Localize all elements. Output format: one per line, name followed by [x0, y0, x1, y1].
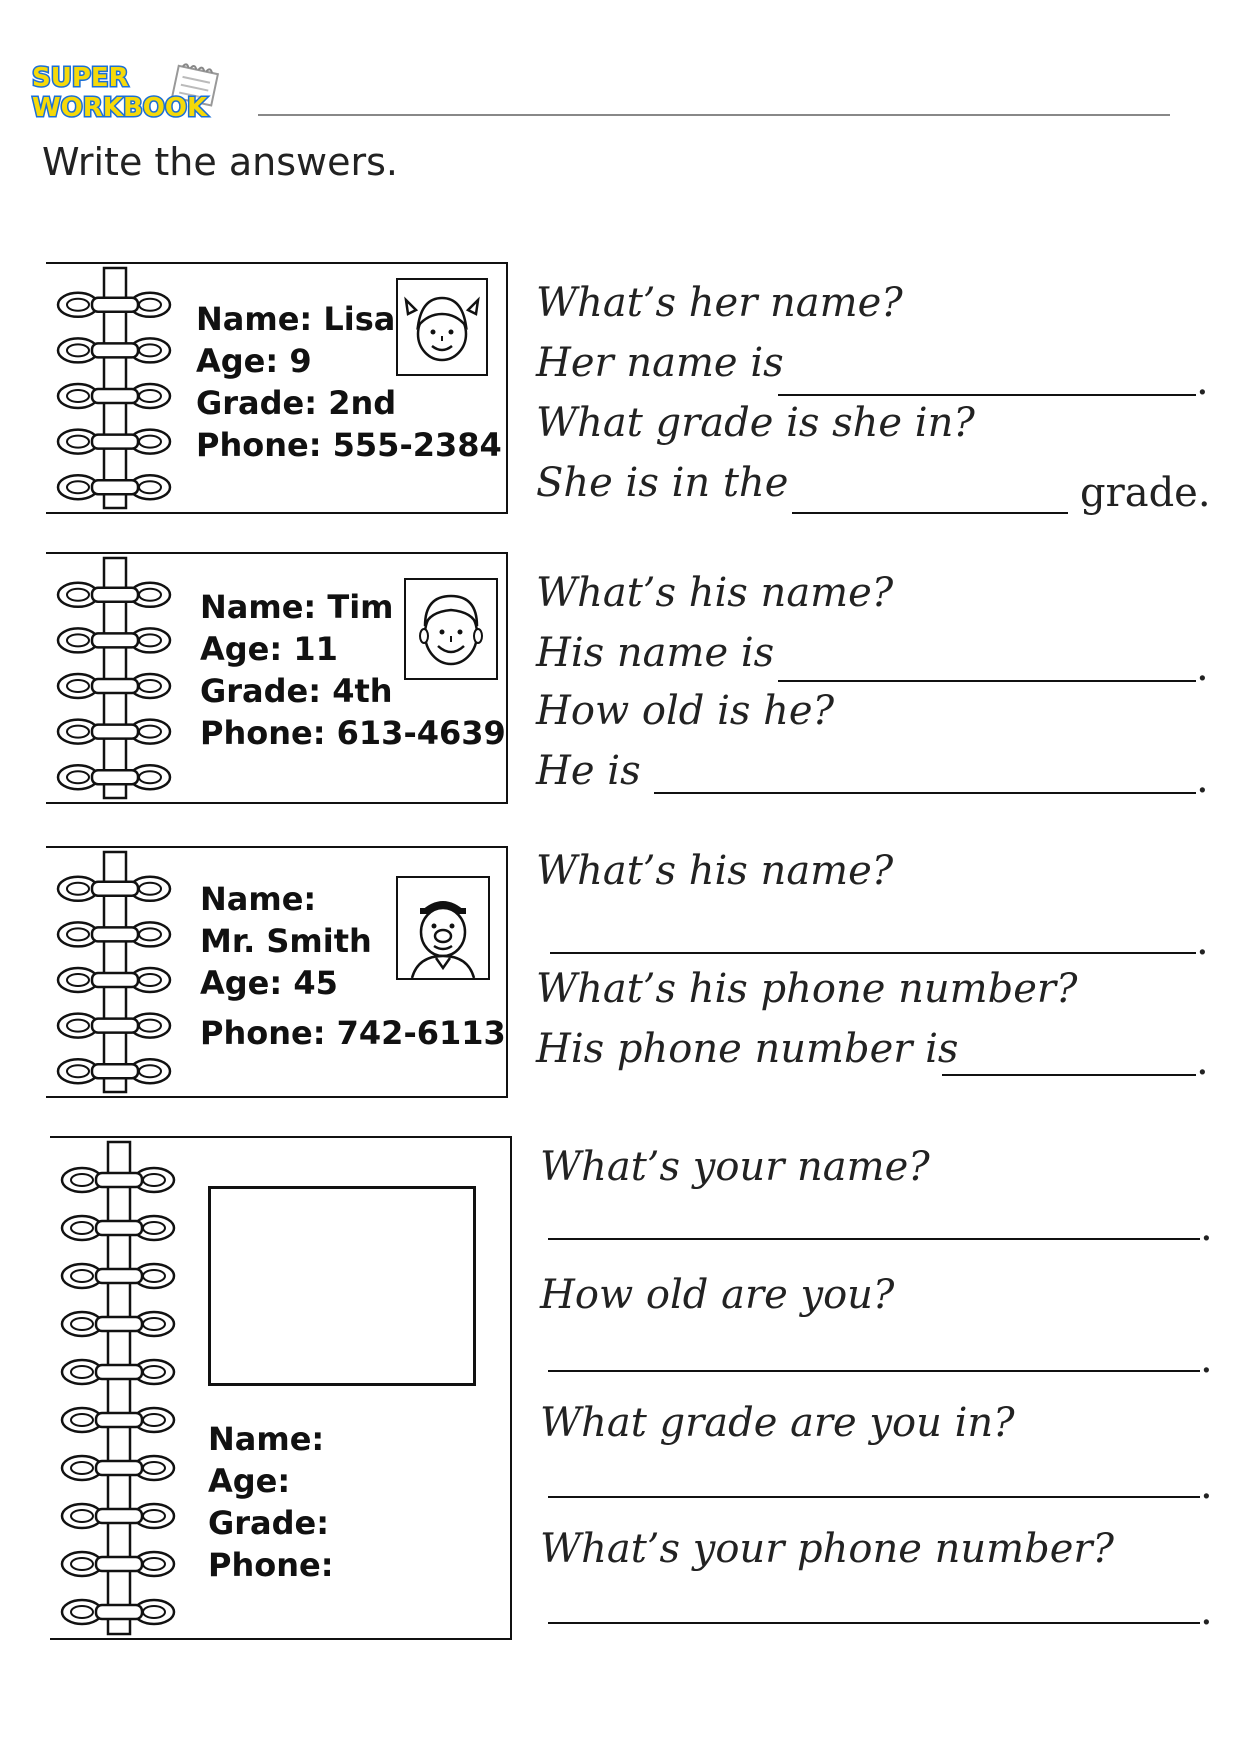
spiral-ring-inner: [143, 1174, 165, 1186]
sentence-end: .: [1196, 918, 1209, 964]
super-workbook-logo: [28, 58, 258, 122]
spiral-loop: [96, 1317, 142, 1331]
profile-card-lisa: [46, 262, 508, 514]
spiral-loop: [96, 1509, 142, 1523]
spiral-loop: [92, 633, 138, 647]
spiral-ring-inner: [139, 481, 161, 493]
spiral-ring-inner: [71, 1462, 93, 1474]
answer-blank[interactable]: [778, 680, 1196, 682]
spiral-loop: [92, 435, 138, 449]
spiral-ring-inner: [143, 1366, 165, 1378]
spiral-loop: [92, 725, 138, 739]
question: What’s her name?: [536, 280, 903, 326]
spiral-ring-inner: [71, 1606, 93, 1618]
spiral-ring-inner: [67, 726, 89, 738]
info-line: Phone: 613-4639: [200, 714, 506, 752]
spiral-ring-inner: [71, 1558, 93, 1570]
spiral-ring-inner: [139, 344, 161, 356]
answer-blank[interactable]: [778, 394, 1196, 396]
spiral-loop: [92, 343, 138, 357]
spiral-ring-inner: [143, 1606, 165, 1618]
spiral-ring-inner: [71, 1270, 93, 1282]
spiral-ring-inner: [139, 883, 161, 895]
spiral-ring-inner: [143, 1270, 165, 1282]
spiral-ring-inner: [67, 771, 89, 783]
logo-line1: SUPER: [32, 63, 129, 93]
spiral-ring-inner: [67, 589, 89, 601]
info-line: Phone:: [208, 1546, 334, 1584]
question-prompt: He is: [536, 748, 641, 794]
question: What’s his name?: [536, 570, 894, 616]
info-line: Age: 45: [200, 964, 338, 1002]
boy-portrait-icon: [404, 578, 498, 680]
spiral-rings-icon: [52, 848, 172, 1096]
spiral-ring-inner: [139, 390, 161, 402]
sentence-end: .: [1200, 1204, 1213, 1250]
info-line: Phone: 555-2384: [196, 426, 502, 464]
spiral-loop: [92, 882, 138, 896]
spiral-ring-inner: [139, 436, 161, 448]
spiral-loop: [92, 770, 138, 784]
spiral-loop: [92, 298, 138, 312]
spiral-loop: [92, 480, 138, 494]
info-line: Grade: 4th: [200, 672, 393, 710]
spiral-loop: [96, 1461, 142, 1475]
spiral-ring-inner: [67, 481, 89, 493]
spiral-ring-inner: [139, 299, 161, 311]
spiral-ring-inner: [67, 928, 89, 940]
profile-card-tim: [46, 552, 508, 804]
spiral-loop: [92, 1064, 138, 1078]
spiral-ring-inner: [139, 589, 161, 601]
spiral-binding: [56, 1138, 176, 1638]
profile-info: [208, 1418, 334, 1586]
man-portrait-icon: [396, 876, 490, 980]
logo-line2: WORKBOOK: [32, 93, 208, 122]
info-line: Grade:: [208, 1504, 330, 1542]
answer-blank[interactable]: [654, 792, 1196, 794]
spiral-ring-inner: [143, 1558, 165, 1570]
question: How old is he?: [536, 688, 835, 734]
spiral-ring-inner: [139, 974, 161, 986]
info-line: Age:: [208, 1462, 291, 1500]
spiral-loop: [92, 973, 138, 987]
spiral-rings-icon: [56, 1138, 176, 1638]
question: What’s his phone number?: [536, 966, 1078, 1012]
spiral-ring-inner: [67, 1020, 89, 1032]
info-line: Age: 11: [200, 630, 338, 668]
girl-portrait-icon: [396, 278, 488, 376]
spiral-ring-inner: [67, 883, 89, 895]
spiral-rings-icon: [52, 554, 172, 802]
question-prompt: She is in the: [536, 460, 789, 506]
spiral-loop: [96, 1221, 142, 1235]
sentence-end: .: [1196, 358, 1209, 404]
spiral-loop: [92, 927, 138, 941]
spiral-ring-inner: [67, 974, 89, 986]
spiral-ring-inner: [67, 344, 89, 356]
spiral-ring-inner: [139, 634, 161, 646]
spiral-ring-inner: [139, 928, 161, 940]
question: What’s his name?: [536, 848, 894, 894]
question-prompt: Her name is: [536, 340, 784, 386]
spiral-binding: [52, 848, 172, 1096]
spiral-loop: [96, 1173, 142, 1187]
sentence-end: .: [1196, 756, 1209, 802]
spiral-binding: [52, 264, 172, 512]
answer-blank[interactable]: [548, 1370, 1200, 1372]
spiral-ring-inner: [71, 1366, 93, 1378]
spiral-ring-inner: [67, 1065, 89, 1077]
question: What’s your name?: [540, 1144, 930, 1190]
info-line: Name:: [208, 1420, 325, 1458]
question: What grade is she in?: [536, 400, 975, 446]
spiral-ring-inner: [67, 299, 89, 311]
question: What grade are you in?: [540, 1400, 1015, 1446]
info-line: Mr. Smith: [200, 922, 372, 960]
sentence-end: .: [1200, 1336, 1213, 1382]
spiral-binding: [52, 554, 172, 802]
spiral-ring-inner: [139, 1065, 161, 1077]
info-line: Grade: 2nd: [196, 384, 397, 422]
spiral-ring-inner: [143, 1222, 165, 1234]
spiral-loop: [92, 389, 138, 403]
spiral-loop: [96, 1557, 142, 1571]
spiral-ring-inner: [71, 1510, 93, 1522]
spiral-ring-inner: [139, 1020, 161, 1032]
spiral-ring-inner: [67, 680, 89, 692]
spiral-loop: [92, 679, 138, 693]
spiral-ring-inner: [143, 1318, 165, 1330]
sentence-end: .: [1196, 644, 1209, 690]
logo-icon: [28, 58, 258, 122]
instruction-text: Write the answers.: [42, 140, 398, 184]
question-prompt: His phone number is: [536, 1026, 959, 1072]
info-line: Name: Lisa: [196, 300, 396, 338]
spiral-ring-inner: [67, 390, 89, 402]
spiral-loop: [96, 1413, 142, 1427]
profile-card-mr-smith: [46, 846, 508, 1098]
spiral-ring-inner: [71, 1174, 93, 1186]
spiral-rings-icon: [52, 264, 172, 512]
sentence-end: .: [1200, 1462, 1213, 1508]
spiral-ring-inner: [139, 726, 161, 738]
sentence-end: .: [1200, 1588, 1213, 1634]
question-prompt: His name is: [536, 630, 775, 676]
question: How old are you?: [540, 1272, 895, 1318]
spiral-loop: [92, 1019, 138, 1033]
answer-blank[interactable]: [792, 512, 1068, 514]
sentence-end: grade.: [1080, 470, 1211, 516]
spiral-ring-inner: [67, 436, 89, 448]
spiral-ring-inner: [143, 1510, 165, 1522]
info-line: Age: 9: [196, 342, 312, 380]
spiral-ring-inner: [71, 1318, 93, 1330]
spiral-ring-inner: [139, 680, 161, 692]
profile-card-you: [50, 1136, 512, 1640]
answer-blank[interactable]: [548, 1238, 1200, 1240]
spiral-ring-inner: [139, 771, 161, 783]
spiral-ring-inner: [143, 1414, 165, 1426]
spiral-ring-inner: [143, 1462, 165, 1474]
answer-blank[interactable]: [942, 1074, 1196, 1076]
spiral-ring-inner: [71, 1414, 93, 1426]
question: What’s your phone number?: [540, 1526, 1114, 1572]
info-line: Phone: 742-6113: [200, 1014, 506, 1052]
spiral-loop: [92, 588, 138, 602]
info-line: Name:: [200, 880, 317, 918]
header-rule: [258, 114, 1170, 116]
spiral-loop: [96, 1365, 142, 1379]
spiral-ring-inner: [71, 1222, 93, 1234]
answer-blank[interactable]: [548, 1496, 1200, 1498]
spiral-ring-inner: [67, 634, 89, 646]
sentence-end: .: [1196, 1038, 1209, 1084]
spiral-loop: [96, 1269, 142, 1283]
answer-blank[interactable]: [550, 952, 1196, 954]
answer-blank[interactable]: [548, 1622, 1200, 1624]
empty-photo-frame[interactable]: [208, 1186, 476, 1386]
spiral-loop: [96, 1605, 142, 1619]
info-line: Name: Tim: [200, 588, 394, 626]
